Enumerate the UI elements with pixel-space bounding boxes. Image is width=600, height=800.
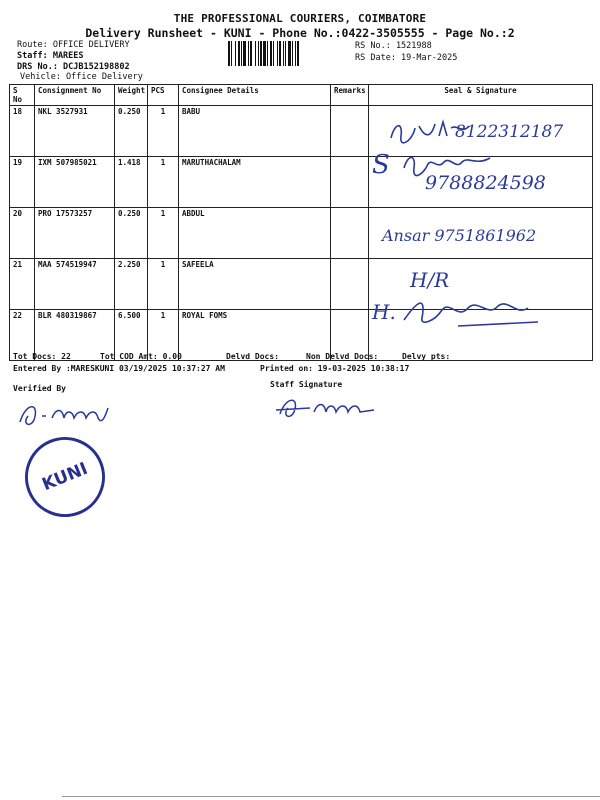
handwritten-signature-row21: H/R bbox=[410, 268, 450, 292]
cell-consignee: SAFEELA bbox=[179, 259, 331, 310]
handwritten-phone-row18: 8122312187 bbox=[455, 122, 564, 142]
handwritten-initial-row19: S bbox=[372, 150, 390, 180]
verified-by-label: Verified By bbox=[13, 384, 66, 393]
signature-scribble bbox=[398, 292, 548, 332]
rs-number: RS No.: 1521988 bbox=[355, 41, 432, 51]
barcode-bar bbox=[299, 41, 302, 66]
printed-on: Printed on: 19-03-2025 10:38:17 bbox=[260, 364, 410, 373]
drs-label: DRS No.: DCJB152198802 bbox=[17, 62, 130, 72]
verifier-signature bbox=[12, 396, 112, 432]
cell-sno: 20 bbox=[10, 208, 35, 259]
col-sno: S No bbox=[10, 85, 35, 106]
stamp-text: KUNI bbox=[39, 458, 91, 496]
col-seal-signature: Seal & Signature bbox=[369, 85, 593, 106]
cell-consignment: BLR 480319867 bbox=[35, 310, 115, 361]
cell-weight: 1.418 bbox=[115, 157, 148, 208]
route-label: Route: OFFICE DELIVERY bbox=[17, 40, 130, 50]
entered-by: Entered By :MARESKUNI 03/19/2025 10:37:27 AM bbox=[13, 364, 225, 373]
col-weight: Weight bbox=[115, 85, 148, 106]
cell-pcs: 1 bbox=[148, 259, 179, 310]
col-pcs: PCS bbox=[148, 85, 179, 106]
cell-remarks bbox=[331, 157, 369, 208]
cell-consignee: ROYAL FOMS bbox=[179, 310, 331, 361]
handwritten-signature-row20: Ansar 9751861962 bbox=[382, 226, 537, 245]
company-title: THE PROFESSIONAL COURIERS, COIMBATORE bbox=[173, 12, 427, 25]
cell-weight: 2.250 bbox=[115, 259, 148, 310]
cell-weight: 0.250 bbox=[115, 106, 148, 157]
cell-pcs: 1 bbox=[148, 157, 179, 208]
cell-weight: 0.250 bbox=[115, 208, 148, 259]
handwritten-phone-row19: 9788824598 bbox=[425, 172, 546, 194]
cell-consignment: MAA 574519947 bbox=[35, 259, 115, 310]
cell-sno: 21 bbox=[10, 259, 35, 310]
staff-signature-label: Staff Signature bbox=[270, 380, 343, 389]
cell-consignment: IXM 507985021 bbox=[35, 157, 115, 208]
cell-sno: 22 bbox=[10, 310, 35, 361]
total-docs: Tot Docs: 22 bbox=[13, 352, 71, 361]
non-delivered-docs: Non Delvd Docs: bbox=[306, 352, 379, 361]
delivery-points: Delvy pts: bbox=[402, 352, 451, 361]
cell-consignee: ABDUL bbox=[179, 208, 331, 259]
cell-pcs: 1 bbox=[148, 106, 179, 157]
cell-consignment: PRO 17573257 bbox=[35, 208, 115, 259]
office-stamp bbox=[13, 425, 117, 529]
cell-pcs: 1 bbox=[148, 208, 179, 259]
runsheet-title: Delivery Runsheet - KUNI - Phone No.:0422-3505555 - Page No.:2 bbox=[85, 26, 515, 40]
cell-sno: 18 bbox=[10, 106, 35, 157]
page-edge-line bbox=[62, 796, 600, 797]
total-cod: Tot COD Amt: 0.00 bbox=[100, 352, 182, 361]
vehicle-label: Vehicle: Office Delivery bbox=[20, 72, 143, 82]
staff-signature bbox=[270, 390, 380, 424]
cell-pcs: 1 bbox=[148, 310, 179, 361]
rs-date: RS Date: 19-Mar-2025 bbox=[355, 53, 458, 63]
cell-consignee: BABU bbox=[179, 106, 331, 157]
cell-remarks bbox=[331, 208, 369, 259]
handwritten-signature-row22: H. bbox=[372, 300, 396, 324]
cell-consignment: NKL 3527931 bbox=[35, 106, 115, 157]
col-remarks: Remarks bbox=[331, 85, 369, 106]
staff-label: Staff: MAREES bbox=[17, 51, 84, 61]
delivered-docs: Delvd Docs: bbox=[226, 352, 279, 361]
col-consignment: Consignment No bbox=[35, 85, 115, 106]
cell-weight: 6.500 bbox=[115, 310, 148, 361]
cell-sno: 19 bbox=[10, 157, 35, 208]
cell-consignee: MARUTHACHALAM bbox=[179, 157, 331, 208]
cell-remarks bbox=[331, 259, 369, 310]
cell-remarks bbox=[331, 106, 369, 157]
col-consignee: Consignee Details bbox=[179, 85, 331, 106]
table-header-row bbox=[10, 85, 593, 106]
barcode bbox=[228, 41, 346, 66]
